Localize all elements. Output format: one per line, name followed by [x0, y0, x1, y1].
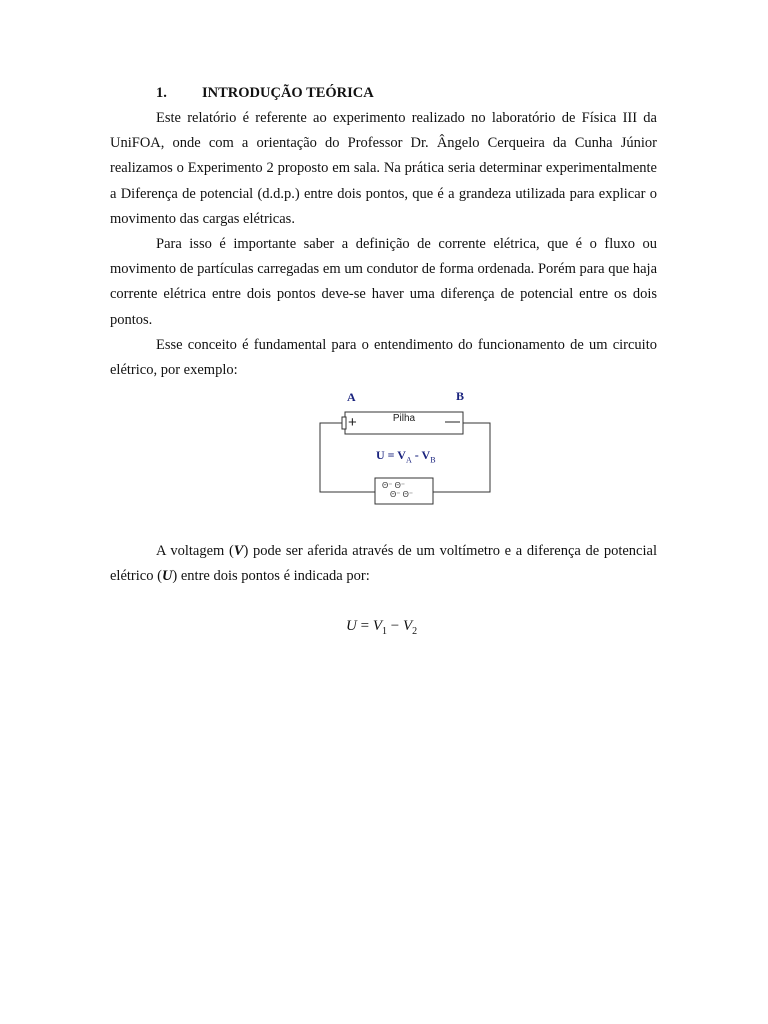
voltage-equation: $U = V_A - V_B$	[376, 448, 436, 465]
paragraph-1: Este relatório é referente ao experimento realizado no laboratório de Física III da UniFOA, onde com a orientação do Professor Dr. Ângelo Cerqueira da Cunha Júnior realizamos o Experimento 2 proposto em sala. Na prática seria determinar experimentalmente a Diferença de potencial (d.d.p.) entre dois pontos, que é a grandeza utilizada para explicar o movimento das cargas elétricas.	[110, 110, 657, 227]
section-title: INTRODUÇÃO TEÓRICA	[202, 85, 374, 101]
section-heading	[110, 80, 657, 106]
plus-terminal: +	[348, 414, 357, 431]
section-number: 1.	[156, 85, 167, 101]
circuit-diagram	[318, 386, 493, 508]
point-b-label: B	[456, 389, 465, 403]
document-page	[110, 80, 657, 383]
point-a-label: A	[347, 390, 356, 404]
minus-terminal: —	[445, 413, 460, 430]
paragraph-2: Para isso é importante saber a definição de corrente elétrica, que é o fluxo ou movimento de partículas carregadas em um condutor de forma ordenada. Porém para que haja corrente elétrica entre dois pontos deve-se haver uma diferença de potencial entre os dois pontos.	[110, 236, 657, 328]
paragraph-4-container	[110, 539, 657, 589]
battery-label: Pilha	[392, 413, 416, 424]
charges-row-2: Θ⁻ Θ⁻	[390, 490, 414, 499]
paragraph-4: A voltagem (V) pode ser aferida através de um voltímetro e a diferença de potencial elétrico (U) entre dois pontos é indicada por:	[110, 543, 657, 585]
charges-row-1: Θ⁻ Θ⁻	[382, 481, 406, 490]
charge-particles	[376, 480, 432, 502]
paragraph-3: Esse conceito é fundamental para o entendimento do funcionamento de um circuito elétrico, por exemplo:	[110, 336, 657, 379]
potential-difference-formula: $U = V_1 - V_2$	[346, 618, 418, 637]
